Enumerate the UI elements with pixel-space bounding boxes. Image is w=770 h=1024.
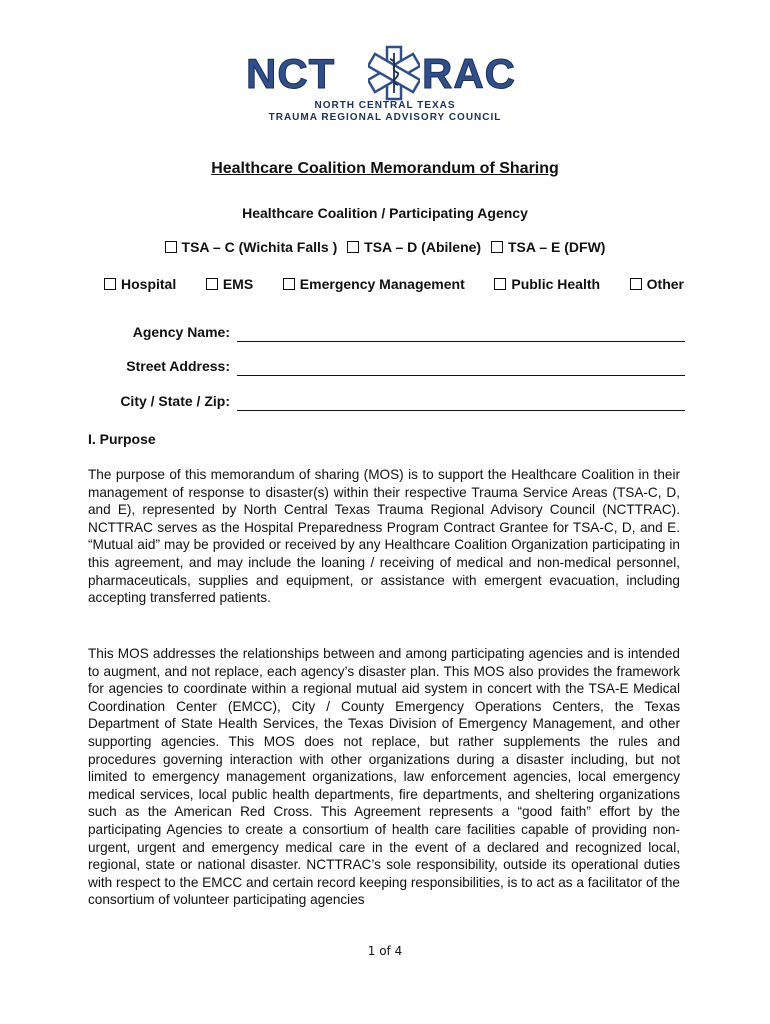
city-state-zip-row: [80, 393, 685, 413]
emergency-management-checkbox[interactable]: [283, 278, 295, 290]
other-option[interactable]: [630, 276, 684, 292]
tsa-d-label: TSA – D (Abilene): [364, 239, 482, 255]
agency-type-options: [104, 276, 684, 292]
other-label: Other: [646, 276, 684, 292]
tsa-e-label: TSA – E (DFW): [507, 239, 606, 255]
city-state-zip-label: City / State / Zip:: [120, 393, 230, 409]
city-state-zip-field[interactable]: [237, 410, 685, 411]
public-health-checkbox[interactable]: [494, 278, 506, 290]
tsa-d-checkbox[interactable]: [347, 241, 359, 253]
logo-subtitle-line2: TRAUMA REGIONAL ADVISORY COUNCIL: [268, 112, 502, 123]
tsa-c-checkbox[interactable]: [165, 241, 177, 253]
public-health-label: Public Health: [511, 276, 601, 292]
agency-name-label: Agency Name:: [132, 324, 230, 340]
tsa-d-option[interactable]: [347, 239, 485, 255]
section-heading-purpose: I. Purpose: [88, 431, 156, 447]
tsa-c-option[interactable]: [165, 239, 342, 255]
logo-word-right: RAC: [422, 50, 516, 97]
logo-subtitle-line1: NORTH CENTRAL TEXAS: [314, 100, 456, 111]
agency-name-field[interactable]: [237, 341, 685, 342]
hospital-label: Hospital: [121, 276, 177, 292]
purpose-paragraph-2: This MOS addresses the relationships between and among participating agencies and is intended to augment, and not replace, each agency’s disaster plan. This MOS also provides the framework for agencies to coordinate within a regional mutual aid system in concert with the TSA-E Medical Coordination Center (EMCC), City / County Emergency Operations Centers, the Texas Department of State Health Services, the Texas Division of Emergency Management, and other supporting agencies. This MOS does not replace, but rather supplements the rules and procedures governing interaction with other organizations during a disaster including, but not limited to emergency management organizations, law enforcement agencies, local emergency medical services, local public health departments, fire departments, and sheltering organizations such as the American Red Cross. This Agreement represents a “good faith” effort by the participating Agencies to create a consortium of health care facilities capable of providing non-urgent, urgent and emergency medical care in the event of a declared and recognized local, regional, state or national disaster. NCTTRAC’s sole responsibility, outside its operational duties with respect to the EMCC and certain record keeping responsibilities, is to act as a facilitator of the consortium of volunteer participating agencies: [88, 646, 680, 908]
page-number: 1 of 4: [367, 944, 403, 958]
agency-name-row: [80, 324, 685, 344]
hospital-checkbox[interactable]: [104, 278, 116, 290]
street-address-label: Street Address:: [126, 358, 230, 374]
ems-checkbox[interactable]: [206, 278, 218, 290]
other-checkbox[interactable]: [630, 278, 642, 290]
tsa-e-option[interactable]: [491, 239, 605, 255]
emergency-management-label: Emergency Management: [299, 276, 465, 292]
street-address-row: [80, 358, 685, 378]
nctrac-logo: [240, 40, 530, 124]
street-address-field[interactable]: [237, 375, 685, 376]
tsa-e-checkbox[interactable]: [491, 241, 503, 253]
logo-word-left: NCT: [246, 50, 336, 97]
hospital-option[interactable]: [104, 276, 176, 292]
document-title: Healthcare Coalition Memorandum of Sharing: [211, 160, 559, 177]
ems-label: EMS: [222, 276, 254, 292]
tsa-c-label: TSA – C (Wichita Falls ): [181, 239, 338, 255]
purpose-paragraph-1: The purpose of this memorandum of sharing (MOS) is to support the Healthcare Coalition in their management of response to disaster(s) within their respective Trauma Service Areas (TSA-C, D, and E), represented by North Central Texas Trauma Regional Advisory Council (NCTTRAC). NCTTRAC serves as the Hospital Preparedness Program Contract Grantee for TSA-C, D, and E. “Mutual aid” may be provided or received by any Healthcare Coalition Organization participating in this agreement, and may include the loaning / receiving of medical and non-medical personnel, pharmaceuticals, supplies and equipment, or assistance with emergent evacuation, including accepting transferred patients.: [88, 467, 680, 606]
tsa-options: [0, 239, 770, 255]
emergency-management-option[interactable]: [283, 276, 465, 292]
public-health-option[interactable]: [494, 276, 600, 292]
star-of-life-icon: [368, 44, 420, 102]
document-subtitle: Healthcare Coalition / Participating Agency: [242, 205, 528, 221]
ems-option[interactable]: [206, 276, 253, 292]
